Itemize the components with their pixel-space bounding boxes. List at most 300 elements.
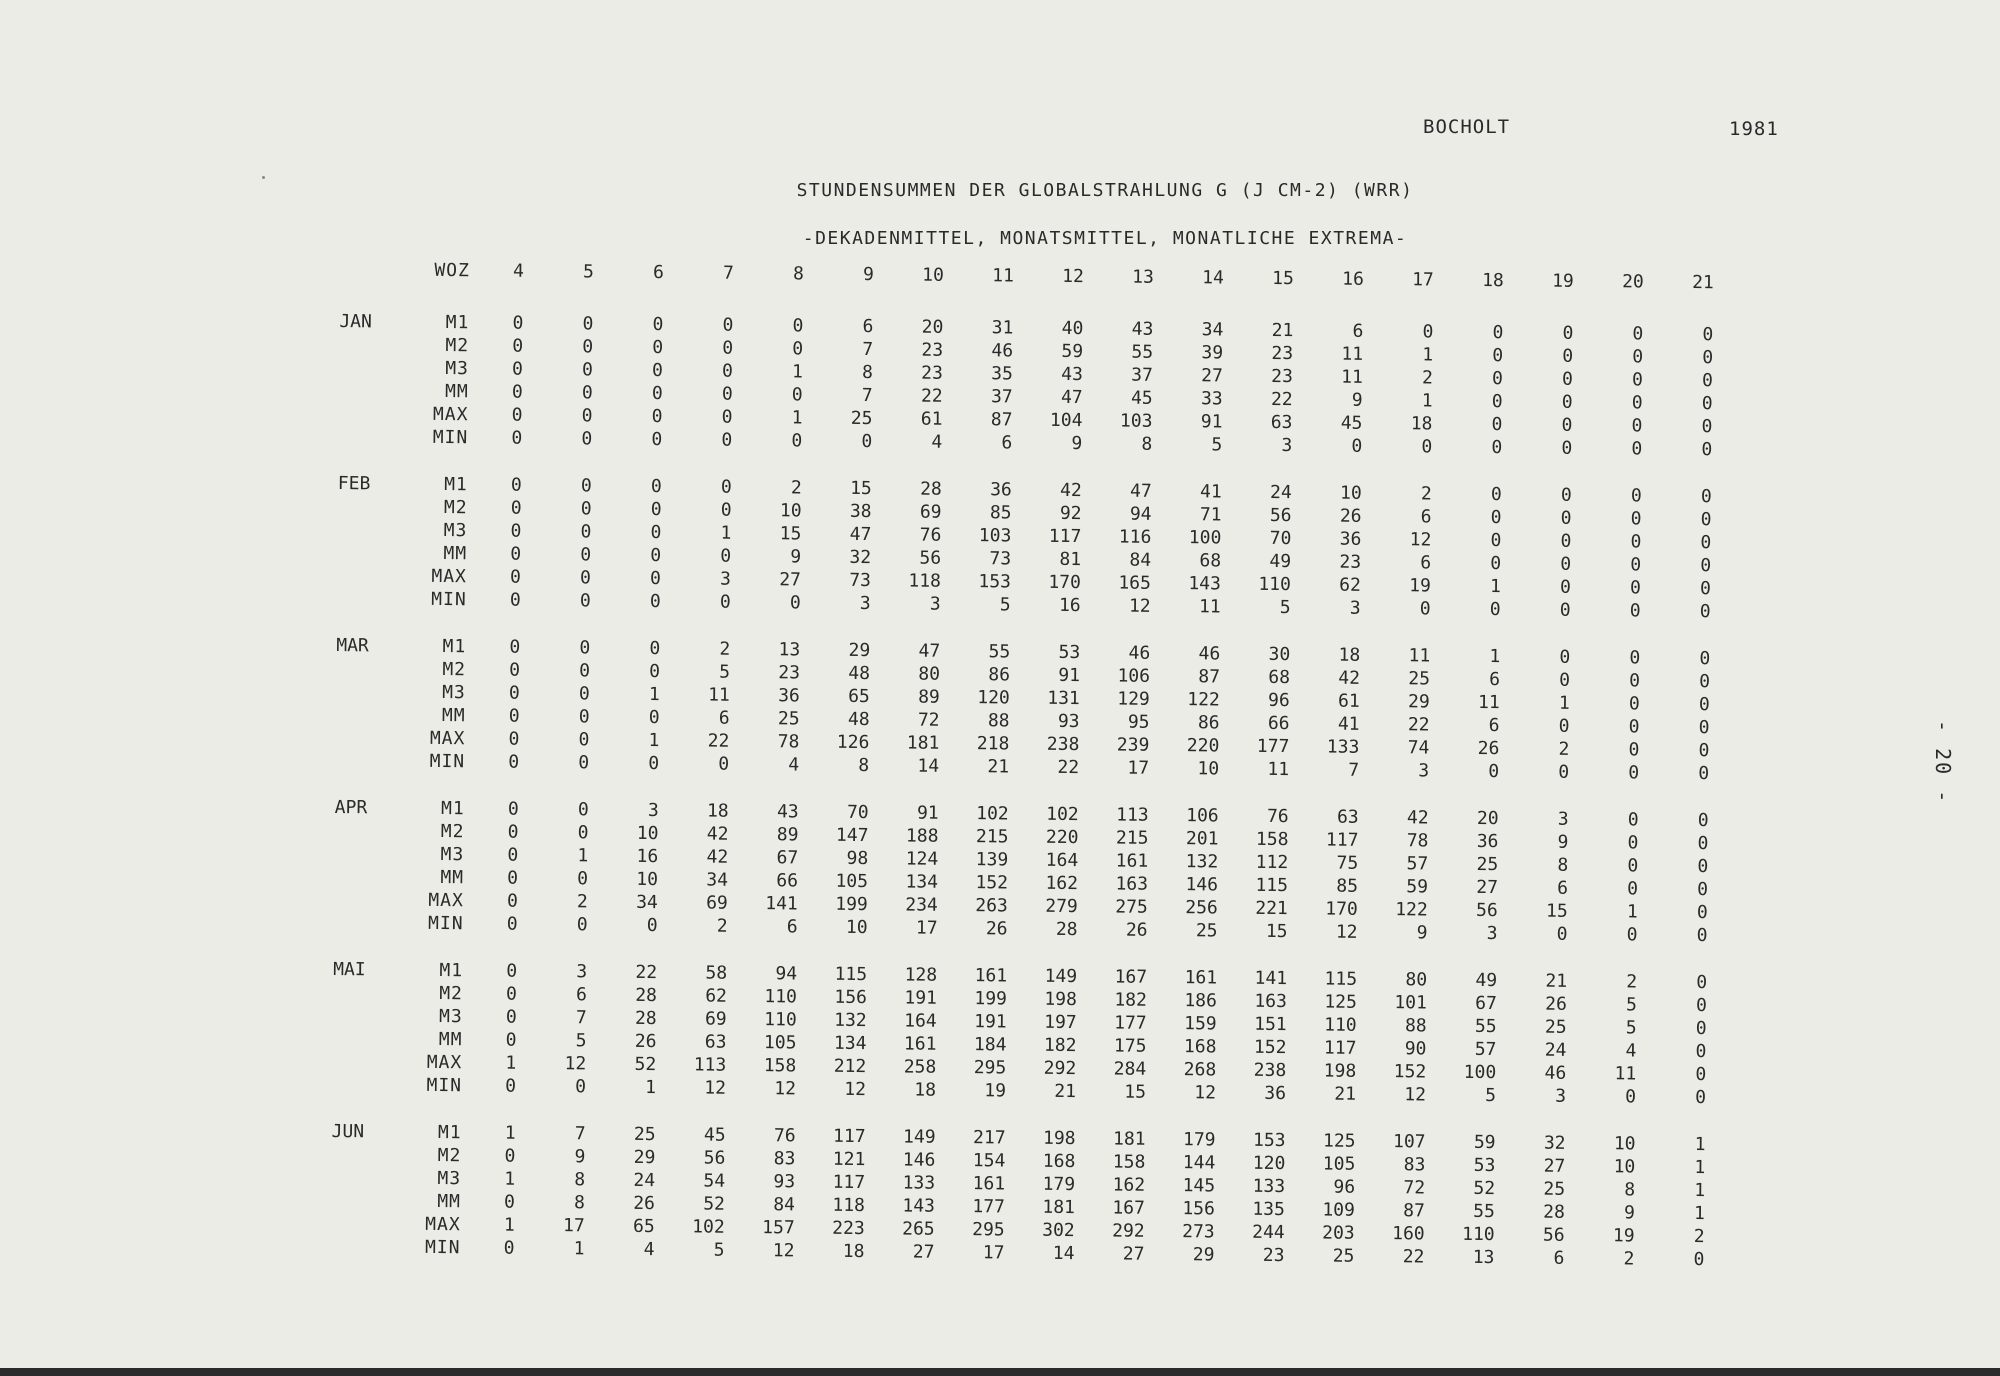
value-cell: 19: [984, 1080, 1007, 1102]
value-cell: 151: [1254, 1013, 1287, 1036]
value-cell: 4: [1625, 1040, 1637, 1062]
value-cell: 0: [506, 913, 518, 935]
value-cell: 160: [1392, 1223, 1425, 1245]
value-cell: 0: [1559, 646, 1571, 668]
value-cell: 57: [1406, 853, 1429, 875]
value-cell: 11: [1341, 366, 1364, 388]
value-cell: 17: [1127, 757, 1150, 779]
value-cell: 0: [720, 499, 732, 521]
hour-header: 17: [1412, 269, 1434, 291]
value-cell: 0: [508, 682, 520, 704]
value-cell: 0: [1560, 553, 1572, 575]
value-cell: 0: [1422, 321, 1434, 343]
value-cell: 8: [858, 754, 870, 777]
value-cell: 110: [764, 986, 798, 1008]
value-cell: 7: [862, 339, 874, 361]
value-cell: 76: [773, 1125, 796, 1147]
value-cell: 100: [1188, 527, 1222, 549]
value-cell: 0: [1697, 879, 1709, 901]
scan-border: [0, 1368, 2000, 1376]
value-cell: 12: [1409, 529, 1432, 551]
value-cell: 238: [1046, 733, 1080, 756]
value-cell: 133: [1326, 736, 1360, 758]
value-cell: 72: [917, 709, 940, 731]
value-cell: 29: [633, 1146, 656, 1169]
value-cell: 161: [903, 1033, 937, 1055]
value-cell: 3: [1418, 760, 1430, 782]
value-cell: 182: [1043, 1034, 1077, 1057]
value-cell: 2: [719, 638, 731, 660]
value-cell: 0: [1630, 531, 1642, 553]
value-cell: 56: [1542, 1224, 1565, 1246]
hour-header: 11: [992, 265, 1014, 287]
value-cell: 0: [1702, 347, 1714, 369]
value-cell: 91: [916, 802, 939, 824]
value-cell: 0: [722, 337, 734, 359]
value-cell: 0: [1697, 810, 1709, 832]
year-label: 1981: [1729, 118, 1779, 140]
value-cell: 0: [650, 475, 662, 498]
month-label: [331, 1189, 393, 1213]
value-cell: 22: [920, 385, 943, 407]
value-cell: 146: [1185, 874, 1219, 896]
value-cell: 46: [1544, 1062, 1567, 1084]
month-label: [334, 819, 396, 843]
value-cell: 28: [1055, 918, 1078, 941]
value-cell: 46: [991, 340, 1014, 362]
value-cell: 5: [1279, 597, 1291, 619]
value-cell: 0: [1559, 576, 1571, 598]
value-cell: 25: [1476, 853, 1499, 876]
value-cell: 0: [582, 336, 594, 358]
value-cell: 25: [1544, 1016, 1567, 1038]
value-cell: 37: [1131, 364, 1154, 386]
month-label: [338, 425, 400, 449]
value-cell: 12: [772, 1240, 795, 1262]
month-label: [331, 1212, 393, 1236]
value-cell: 47: [1060, 386, 1083, 409]
value-cell: 0: [791, 430, 803, 452]
value-cell: 0: [1699, 601, 1711, 623]
value-cell: 239: [1116, 734, 1150, 756]
row-label: MM: [443, 543, 468, 565]
value-cell: 131: [1047, 687, 1080, 710]
row-label: M3: [442, 682, 466, 704]
value-cell: 103: [978, 525, 1012, 547]
value-cell: 6: [1553, 1247, 1565, 1269]
value-cell: 91: [1058, 664, 1081, 687]
value-cell: 165: [1118, 572, 1152, 594]
value-cell: 10: [1613, 1133, 1636, 1155]
value-cell: 12: [704, 1077, 727, 1099]
row-label: M1: [437, 1121, 462, 1144]
value-cell: 0: [506, 890, 518, 912]
value-cell: 156: [834, 986, 868, 1009]
value-cell: 0: [649, 590, 661, 613]
station-name: BOCHOLT: [1423, 116, 1511, 138]
value-cell: 85: [1336, 875, 1359, 897]
value-cell: 3: [859, 593, 871, 615]
value-cell: 21: [1271, 319, 1294, 342]
value-cell: 0: [1562, 322, 1574, 344]
value-cell: 167: [1112, 1197, 1146, 1219]
row-label: MAX: [429, 727, 466, 750]
value-cell: 109: [1322, 1199, 1356, 1221]
value-cell: 0: [505, 1006, 517, 1028]
value-cell: 1: [1421, 390, 1433, 412]
value-cell: 0: [1629, 647, 1641, 669]
row-label: MM: [441, 704, 466, 727]
value-cell: 27: [779, 569, 802, 591]
value-cell: 0: [719, 591, 731, 613]
value-cell: 13: [778, 639, 801, 661]
value-cell: 0: [1491, 368, 1503, 390]
value-cell: 0: [1559, 669, 1571, 691]
value-cell: 0: [580, 498, 592, 520]
value-cell: 10: [1197, 758, 1220, 780]
row-label: M2: [443, 497, 468, 519]
value-cell: 3: [1486, 923, 1498, 945]
value-cell: 15: [779, 523, 802, 545]
row-label: MM: [437, 1190, 462, 1213]
value-cell: 27: [1543, 1155, 1566, 1177]
value-cell: 197: [1044, 1011, 1077, 1034]
value-cell: 59: [1406, 876, 1429, 898]
value-cell: 0: [1631, 392, 1643, 414]
value-cell: 32: [849, 546, 872, 569]
value-cell: 143: [1188, 573, 1222, 595]
value-cell: 0: [512, 335, 524, 357]
value-cell: 117: [832, 1125, 866, 1148]
value-cell: 2: [1623, 1248, 1635, 1270]
value-cell: 128: [904, 964, 938, 986]
value-cell: 0: [1351, 435, 1363, 457]
value-cell: 9: [1351, 389, 1363, 411]
value-cell: 0: [510, 543, 522, 565]
value-cell: 76: [1266, 805, 1289, 828]
value-cell: 45: [1130, 387, 1153, 409]
value-cell: 46: [1198, 643, 1221, 665]
value-cell: 0: [1698, 717, 1710, 739]
month-label: [332, 1073, 394, 1097]
value-cell: 215: [975, 826, 1009, 848]
row-label: M1: [439, 959, 464, 982]
value-cell: 220: [1045, 826, 1079, 849]
value-cell: 117: [1323, 1037, 1357, 1059]
value-cell: 3: [647, 799, 659, 822]
value-cell: 10: [779, 500, 802, 522]
value-cell: 133: [902, 1172, 936, 1194]
value-cell: 0: [649, 567, 662, 590]
value-cell: 0: [1627, 832, 1639, 854]
value-cell: 188: [905, 825, 939, 847]
value-cell: 28: [920, 478, 942, 500]
value-cell: 0: [649, 637, 661, 660]
hour-header: 14: [1202, 267, 1224, 289]
value-cell: 6: [786, 916, 798, 938]
value-cell: 164: [904, 1010, 937, 1032]
value-cell: 2: [790, 477, 802, 499]
value-cell: 0: [1632, 346, 1644, 368]
value-cell: 284: [1113, 1058, 1147, 1080]
value-cell: 0: [1630, 554, 1642, 576]
value-cell: 0: [580, 544, 592, 566]
value-cell: 0: [1631, 369, 1643, 391]
value-cell: 40: [1061, 317, 1084, 340]
value-cell: 115: [1255, 874, 1289, 897]
value-cell: 105: [835, 870, 869, 893]
value-cell: 25: [1195, 920, 1218, 942]
value-cell: 55: [1474, 1015, 1497, 1038]
value-cell: 0: [1701, 439, 1713, 461]
value-cell: 0: [508, 751, 520, 773]
value-cell: 24: [1544, 1039, 1567, 1061]
value-cell: 0: [649, 660, 661, 683]
value-cell: 203: [1322, 1222, 1355, 1244]
month-label: [338, 402, 400, 426]
value-cell: 93: [1057, 710, 1080, 733]
value-cell: 19: [1612, 1225, 1635, 1247]
value-cell: 22: [1402, 1246, 1425, 1268]
value-cell: 159: [1184, 1013, 1217, 1035]
value-cell: 0: [1698, 694, 1710, 716]
value-cell: 26: [1477, 737, 1500, 760]
table-body: [330, 310, 1713, 1271]
value-cell: 89: [918, 686, 940, 708]
value-cell: 29: [1192, 1244, 1215, 1266]
row-label: MAX: [431, 565, 468, 588]
value-cell: 89: [776, 824, 799, 846]
value-cell: 12: [844, 1078, 867, 1101]
value-cell: 87: [1198, 666, 1221, 688]
value-cell: 1: [505, 1052, 517, 1074]
value-cell: 0: [511, 381, 523, 403]
value-cell: 14: [1052, 1242, 1075, 1265]
value-cell: 78: [777, 731, 800, 753]
value-cell: 0: [1629, 600, 1641, 622]
value-cell: 42: [1060, 479, 1082, 502]
value-cell: 17: [562, 1215, 585, 1237]
value-cell: 0: [505, 1029, 517, 1051]
value-cell: 17: [982, 1242, 1005, 1264]
value-cell: 16: [1058, 594, 1081, 617]
value-cell: 5: [713, 1239, 725, 1261]
value-cell: 115: [834, 963, 868, 986]
value-cell: 5: [1211, 434, 1223, 456]
value-cell: 256: [1185, 897, 1218, 919]
value-cell: 199: [974, 988, 1008, 1010]
value-cell: 68: [1268, 666, 1291, 689]
value-cell: 11: [708, 684, 730, 706]
value-cell: 47: [918, 640, 941, 662]
value-cell: 12: [1404, 1084, 1427, 1106]
value-cell: 152: [1393, 1061, 1427, 1083]
row-label: M1: [445, 312, 470, 334]
value-cell: 10: [636, 822, 659, 845]
value-cell: 62: [1339, 574, 1362, 596]
value-cell: 1: [1558, 692, 1570, 714]
value-cell: 0: [1698, 763, 1710, 785]
value-cell: 11: [1198, 596, 1221, 618]
value-cell: 263: [975, 895, 1008, 917]
hour-header: 5: [582, 261, 594, 283]
row-label: M3: [445, 358, 470, 380]
value-cell: 5: [719, 661, 731, 683]
value-cell: 218: [976, 733, 1010, 755]
month-label: [331, 1166, 393, 1190]
value-cell: 65: [632, 1215, 655, 1238]
value-cell: 132: [834, 1009, 867, 1032]
value-cell: 26: [634, 1030, 657, 1053]
value-cell: 0: [1697, 833, 1709, 855]
month-label: [332, 1050, 394, 1074]
value-cell: 80: [918, 663, 941, 685]
value-cell: 0: [509, 659, 521, 681]
value-cell: 6: [1489, 669, 1501, 691]
value-cell: 110: [1258, 573, 1292, 596]
month-label: [339, 356, 401, 380]
value-cell: 25: [1543, 1178, 1566, 1200]
value-cell: 0: [1697, 856, 1709, 878]
value-cell: 94: [775, 963, 798, 985]
month-label: [339, 333, 401, 357]
value-cell: 8: [1141, 433, 1153, 455]
value-cell: 0: [504, 1191, 516, 1213]
value-cell: 0: [1695, 1064, 1707, 1086]
value-cell: 0: [576, 914, 588, 936]
month-label: JUN: [331, 1120, 365, 1143]
value-cell: 10: [845, 916, 868, 939]
value-cell: 113: [693, 1054, 727, 1076]
hour-header: 19: [1552, 270, 1574, 292]
value-cell: 61: [920, 408, 943, 430]
value-cell: 21: [1334, 1083, 1357, 1105]
value-cell: 158: [1255, 828, 1289, 851]
value-cell: 117: [1048, 525, 1082, 548]
value-cell: 66: [1267, 712, 1290, 735]
value-cell: 12: [1128, 595, 1151, 617]
value-cell: 0: [721, 383, 733, 405]
value-cell: 5: [1625, 1017, 1637, 1039]
value-cell: 1: [1489, 576, 1501, 598]
value-cell: 67: [1475, 992, 1497, 1015]
row-label: M1: [444, 474, 468, 496]
value-cell: 28: [1543, 1201, 1565, 1223]
value-cell: 36: [1264, 1082, 1287, 1105]
value-cell: 161: [972, 1173, 1006, 1195]
value-cell: 0: [1700, 532, 1712, 554]
month-label: FEB: [337, 472, 371, 495]
value-cell: 90: [1404, 1038, 1427, 1060]
value-cell: 75: [1336, 852, 1359, 874]
value-cell: 125: [1324, 991, 1358, 1013]
value-cell: 0: [1630, 485, 1642, 507]
value-cell: 0: [507, 821, 519, 843]
value-cell: 177: [1256, 735, 1290, 758]
value-cell: 7: [1348, 759, 1360, 781]
value-cell: 179: [1042, 1173, 1076, 1196]
value-cell: 0: [1627, 878, 1639, 900]
radiation-table: [330, 258, 1714, 1271]
value-cell: 22: [707, 730, 730, 752]
value-cell: 168: [1042, 1150, 1076, 1173]
value-cell: 30: [1268, 643, 1291, 666]
value-cell: 0: [512, 312, 524, 334]
value-cell: 118: [908, 570, 942, 592]
value-cell: 0: [510, 497, 522, 519]
value-cell: 5: [999, 594, 1011, 616]
value-cell: 258: [903, 1056, 937, 1078]
value-cell: 0: [721, 406, 733, 428]
value-cell: 0: [577, 868, 589, 890]
value-cell: 86: [988, 664, 1011, 686]
value-cell: 1: [648, 683, 660, 706]
month-label: [335, 726, 397, 750]
value-cell: 158: [1112, 1151, 1146, 1173]
value-cell: 0: [581, 359, 594, 381]
hour-header: 20: [1622, 271, 1644, 293]
value-cell: 0: [1695, 1018, 1707, 1040]
value-cell: 42: [706, 846, 729, 868]
value-cell: 52: [703, 1193, 726, 1215]
value-cell: 139: [975, 849, 1009, 871]
row-label: MIN: [431, 588, 467, 611]
value-cell: 0: [1630, 508, 1642, 530]
value-cell: 0: [648, 706, 660, 729]
row-label: MIN: [429, 750, 466, 773]
value-cell: 129: [1117, 688, 1150, 710]
value-cell: 0: [578, 729, 590, 751]
value-cell: 0: [1696, 972, 1708, 994]
value-cell: 0: [511, 427, 523, 449]
value-cell: 117: [832, 1171, 866, 1194]
value-cell: 104: [1049, 409, 1083, 432]
value-cell: 106: [1117, 665, 1151, 687]
value-cell: 56: [1269, 504, 1292, 527]
value-cell: 6: [1488, 715, 1500, 737]
value-cell: 0: [1695, 1087, 1707, 1109]
value-cell: 0: [579, 637, 591, 659]
value-cell: 0: [507, 798, 519, 820]
value-cell: 184: [973, 1034, 1007, 1056]
value-cell: 88: [987, 710, 1010, 732]
value-cell: 163: [1115, 873, 1149, 895]
value-cell: 34: [636, 891, 658, 914]
value-cell: 26: [1125, 919, 1148, 941]
value-cell: 0: [722, 314, 734, 336]
value-cell: 15: [1265, 920, 1288, 943]
value-cell: 0: [508, 728, 520, 750]
value-cell: 163: [1254, 990, 1288, 1013]
value-cell: 57: [1474, 1038, 1497, 1061]
value-cell: 161: [1184, 967, 1218, 989]
value-cell: 23: [921, 339, 944, 361]
row-label: M3: [440, 843, 465, 866]
value-cell: 212: [833, 1055, 867, 1078]
value-cell: 295: [973, 1057, 1007, 1079]
value-cell: 279: [1045, 895, 1078, 918]
woz-label: WOZ: [434, 259, 470, 282]
value-cell: 265: [902, 1218, 935, 1240]
value-cell: 0: [577, 799, 589, 821]
value-cell: 102: [1046, 803, 1079, 826]
value-cell: 110: [764, 1009, 797, 1031]
value-cell: 102: [976, 803, 1009, 825]
value-cell: 6: [1557, 877, 1569, 899]
value-cell: 59: [1061, 340, 1084, 363]
value-cell: 73: [849, 569, 872, 592]
value-cell: 220: [1186, 735, 1220, 757]
